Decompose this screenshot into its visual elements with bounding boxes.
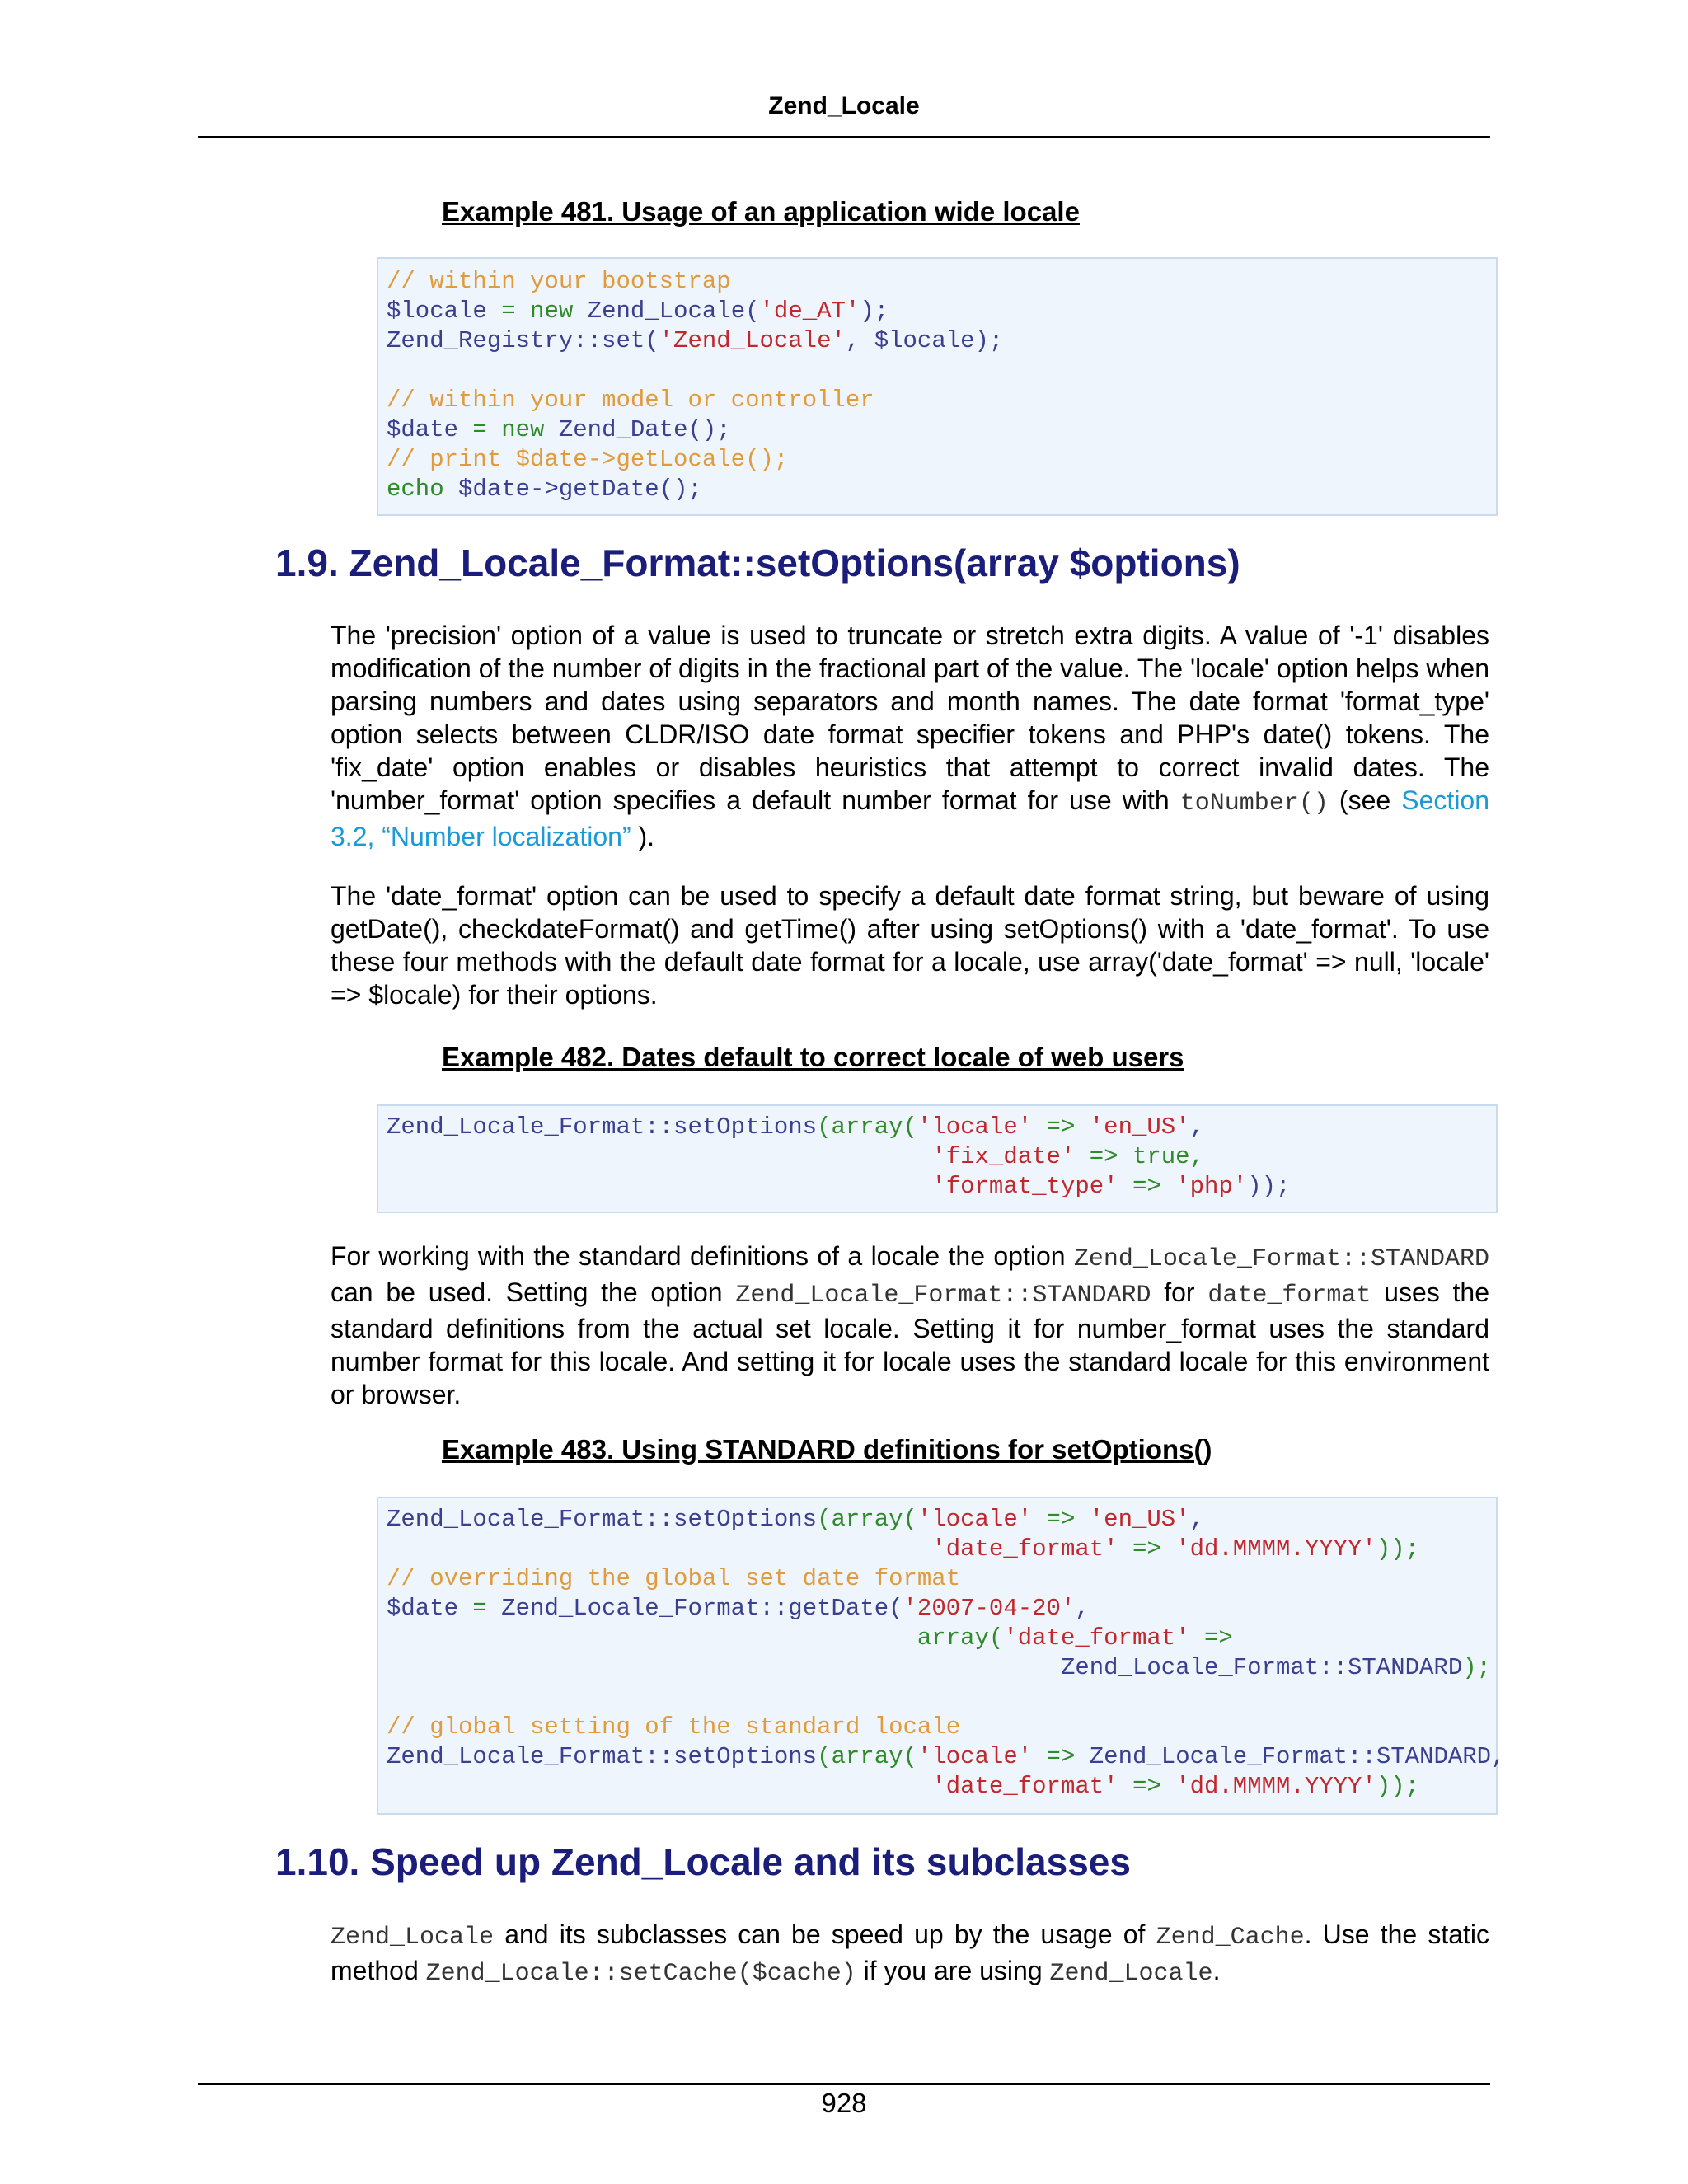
inline-code: date_format <box>1207 1282 1372 1310</box>
header-rule <box>198 136 1490 138</box>
code-string: 'de_AT' <box>759 298 860 325</box>
code-punct: )); <box>1376 1535 1420 1563</box>
paragraph-text: for <box>1151 1277 1208 1307</box>
code-indent <box>387 1143 931 1170</box>
code-constant: Zend_Locale_Format::STANDARD <box>1089 1743 1492 1770</box>
paragraph-standard <box>331 1240 1489 1411</box>
paragraph-text: The 'precision' option of a value is used to truncate or stretch extra digits. A value of '-1' disables modification of the number of digits in the fractional part of the value. The 'locale' option helps when parsing numbers and dates using separators and month names. The date format 'format_type' option selects between CLDR/ISO date format specifier tokens and PHP's date() tokens. The 'fix_date' option enables or disables heuristics that attempt to correct invalid dates. The 'number_format' option specifies a default number format for use with <box>331 621 1489 815</box>
code-indent <box>387 1654 1061 1681</box>
section-link[interactable]: Section 3.2, “Number localization” <box>331 785 1490 851</box>
code-operator: = <box>458 1595 502 1622</box>
code-punct: ); <box>1462 1654 1492 1681</box>
code-string: 'dd.MMMM.YYYY' <box>1175 1535 1376 1563</box>
code-comment: // within your model or controller <box>387 387 874 414</box>
code-keyword: new <box>530 298 574 325</box>
code-string: 'locale' <box>917 1113 1033 1141</box>
code-keyword: new <box>501 416 545 443</box>
code-call: Zend_Locale_Format::getDate( <box>501 1595 903 1622</box>
code-string: 'Zend_Locale' <box>659 327 846 354</box>
section-heading-1-10: 1.10. Speed up Zend_Locale and its subclasses <box>275 1840 1131 1883</box>
code-punct: , <box>1075 1595 1090 1622</box>
inline-code: toNumber() <box>1179 790 1329 818</box>
code-operator: => <box>1189 1624 1233 1652</box>
code-keyword: (array( <box>817 1506 917 1533</box>
code-punct: )); <box>1247 1173 1291 1200</box>
code-keyword: array( <box>917 1624 1004 1652</box>
code-keyword: true, <box>1132 1143 1204 1170</box>
code-string: 'date_format' <box>931 1773 1118 1800</box>
paragraph-cache <box>331 1918 1489 1990</box>
code-string: 'locale' <box>917 1743 1033 1770</box>
example-483-code <box>387 1505 1505 1802</box>
code-variable: $locale <box>387 298 487 325</box>
code-string: 'date_format' <box>1003 1624 1190 1652</box>
code-operator: => <box>1118 1173 1176 1200</box>
code-variable: $date->getDate(); <box>443 476 702 503</box>
code-comment: // within your bootstrap <box>387 268 731 295</box>
code-indent <box>387 1173 931 1200</box>
code-call: Zend_Locale_Format::setOptions <box>387 1506 818 1533</box>
code-string: 'en_US' <box>1089 1113 1190 1141</box>
code-punct: , <box>1189 1113 1205 1141</box>
code-keyword: (array( <box>817 1743 917 1770</box>
paragraph-date-format: The 'date_format' option can be used to specify a default date format string, but beware of using getDate(), checkdateFormat() and getTime() after using setOptions() with a 'date_format'. To use these four methods with the default date format for a locale, use array('date_format' => null, 'locale' => $locale) for their options. <box>331 881 1489 1010</box>
code-string: '2007-04-20' <box>903 1595 1076 1622</box>
code-string: 'php' <box>1175 1173 1248 1200</box>
example-482-title: Example 482. Dates default to correct locale of web users <box>442 1042 1184 1072</box>
paragraph-text: can be used. Setting the option <box>331 1277 736 1307</box>
paragraph-text: and its subclasses can be speed up by the usage of <box>494 1919 1156 1949</box>
paragraph-text: ). <box>631 822 655 851</box>
example-481-title: Example 481. Usage of an application wide locale <box>442 196 1080 227</box>
code-punct: ); <box>860 298 889 325</box>
code-keyword: (array( <box>817 1113 917 1141</box>
inline-code: Zend_Locale::setCache($cache) <box>425 1960 856 1988</box>
code-operator: => <box>1075 1143 1132 1170</box>
code-punct: )); <box>1376 1773 1420 1800</box>
code-variable: $date <box>387 1595 459 1622</box>
code-punct: , <box>1189 1506 1205 1533</box>
code-punct: , <box>1491 1743 1506 1770</box>
code-operator: = <box>486 298 531 325</box>
code-string: 'fix_date' <box>931 1143 1076 1170</box>
running-header: Zend_Locale <box>768 92 920 120</box>
code-operator: => <box>1032 1743 1090 1770</box>
code-call: Zend_Registry::set( <box>387 327 659 354</box>
paragraph-text: . <box>1212 1956 1221 1985</box>
example-481-code <box>387 267 1003 504</box>
inline-code: Zend_Cache <box>1156 1924 1305 1952</box>
code-operator: => <box>1032 1506 1090 1533</box>
code-indent <box>387 1773 931 1800</box>
code-indent <box>387 1624 917 1652</box>
page-number: 928 <box>821 2088 867 2118</box>
code-constant: Zend_Locale_Format::STANDARD <box>1060 1654 1463 1681</box>
paragraph-options <box>331 619 1489 853</box>
footer-rule <box>198 2083 1490 2085</box>
code-comment: // global setting of the standard locale <box>387 1713 961 1741</box>
code-call: Zend_Locale_Format::setOptions <box>387 1113 818 1141</box>
inline-code: Zend_Locale <box>331 1924 495 1952</box>
code-string: 'locale' <box>917 1506 1033 1533</box>
code-operator: => <box>1118 1773 1176 1800</box>
code-comment: // overriding the global set date format <box>387 1565 961 1592</box>
code-indent <box>387 1535 931 1563</box>
code-operator: => <box>1032 1113 1090 1141</box>
code-call: Zend_Locale_Format::setOptions <box>387 1743 818 1770</box>
code-string: 'format_type' <box>931 1173 1118 1200</box>
inline-code: Zend_Locale_Format::STANDARD <box>735 1282 1151 1310</box>
inline-code: Zend_Locale_Format::STANDARD <box>1073 1245 1489 1273</box>
paragraph-text: For working with the standard definitions of a locale the option <box>331 1241 1074 1271</box>
inline-code: Zend_Locale <box>1049 1960 1213 1988</box>
paragraph-text: (see <box>1328 785 1402 815</box>
code-variable: , $locale); <box>845 327 1004 354</box>
paragraph-text: . Use the static method <box>331 1919 1490 1985</box>
example-482-code <box>387 1113 1290 1202</box>
code-string: 'en_US' <box>1089 1506 1190 1533</box>
code-class: Zend_Date(); <box>544 416 731 443</box>
code-operator: = <box>458 416 502 443</box>
code-comment: // print $date->getLocale(); <box>387 446 789 473</box>
section-heading-1-9: 1.9. Zend_Locale_Format::setOptions(array $options) <box>275 541 1240 584</box>
example-483-title: Example 483. Using STANDARD definitions for setOptions() <box>442 1434 1212 1465</box>
code-string: 'dd.MMMM.YYYY' <box>1175 1773 1376 1800</box>
paragraph-text: if you are using <box>856 1956 1050 1985</box>
code-variable: $date <box>387 416 459 443</box>
code-class: Zend_Locale( <box>573 298 760 325</box>
paragraph-text: uses the standard definitions from the actual set locale. Setting it for number_format uses the standard number format for this locale. And setting it for locale uses the standard locale for this environment or browser. <box>331 1277 1490 1409</box>
code-string: 'date_format' <box>931 1535 1118 1563</box>
code-operator: => <box>1118 1535 1176 1563</box>
code-keyword: echo <box>387 476 444 503</box>
